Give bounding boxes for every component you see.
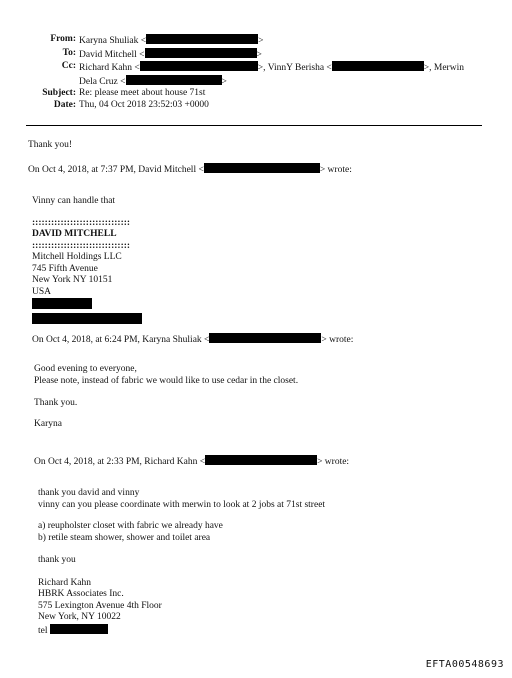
cc-value-4: Dela Cruz <	[79, 76, 126, 87]
redaction-box	[126, 75, 222, 85]
header-divider	[26, 125, 482, 126]
reply-body	[28, 140, 512, 152]
date-label: Date:	[53, 99, 76, 110]
quote-3-prefix: On Oct 4, 2018, at 2:33 PM, Richard Kahn <	[34, 457, 206, 467]
sender-name: Karyna	[34, 418, 62, 429]
to-label: To:	[62, 47, 76, 58]
redaction-box	[140, 61, 258, 71]
from-value: Karyna Shuliak <	[79, 36, 147, 46]
cc-value-3: >, Merwin	[423, 63, 464, 73]
greeting-text: Good evening to everyone,	[34, 364, 137, 374]
cedar-text: Please note, instead of fabric we would like to use cedar in the closet.	[34, 375, 299, 386]
date-value: Thu, 04 Oct 2018 23:52:03 +0000	[79, 99, 209, 110]
cc-label: Cc:	[61, 61, 76, 71]
from-close: >	[258, 36, 264, 46]
quote-header-1	[28, 163, 512, 177]
redaction-box	[332, 61, 424, 71]
rk-company: HBRK Associates Inc.	[38, 589, 124, 599]
quoted-message-1	[32, 196, 512, 327]
vinny-text: Vinny can handle that	[32, 196, 116, 206]
to-value: David Mitchell <	[79, 49, 145, 60]
quote-2-prefix: On Oct 4, 2018, at 6:24 PM, Karyna Shuliak <	[32, 335, 210, 345]
redaction-box	[50, 624, 108, 634]
quote-header-2	[32, 333, 512, 347]
redaction-box	[204, 163, 320, 173]
from-row	[0, 34, 512, 48]
email-header	[0, 34, 512, 111]
quote-2-suffix: > wrote:	[321, 335, 354, 345]
subject-label: Subject:	[42, 88, 76, 98]
thank-you-lc-text: thank you	[38, 555, 76, 565]
cc-row-continued	[0, 75, 512, 89]
rk-tel-row	[38, 624, 512, 638]
signature-country: USA	[32, 286, 52, 297]
redaction-box	[209, 333, 321, 343]
quote-1-prefix: On Oct 4, 2018, at 7:37 PM, David Mitchell <	[28, 165, 204, 175]
signature-address-2: New York NY 10151	[32, 275, 113, 285]
cc-close: >	[221, 76, 227, 87]
cc-value-1: Richard Kahn <	[79, 63, 140, 73]
cc-row	[0, 61, 512, 75]
thank-you-text: Thank you!	[28, 140, 73, 150]
document-id: EFTA00548693	[425, 658, 504, 670]
quote-1-suffix: > wrote:	[319, 165, 352, 175]
to-close: >	[256, 49, 262, 60]
redaction-box	[146, 34, 258, 44]
from-label: From:	[50, 34, 76, 44]
rk-name: Richard Kahn	[38, 577, 92, 588]
signature-name: DAVID MITCHELL	[32, 229, 117, 239]
date-row	[0, 100, 512, 112]
redaction-box	[32, 313, 142, 324]
redaction-box	[145, 48, 257, 58]
job-b-text: b) retile steam shower, shower and toilet area	[38, 532, 211, 543]
rk-address-1: 575 Lexington Avenue 4th Floor	[38, 600, 162, 611]
signature-divider: :::::::::::::::::::::::::::::::	[32, 217, 131, 228]
quote-header-3	[34, 455, 512, 469]
quoted-message-2	[34, 364, 512, 430]
redaction-box	[205, 455, 317, 465]
cc-value-2: >, VinnY Berisha <	[257, 63, 332, 73]
rk-address-2: New York, NY 10022	[38, 612, 121, 622]
coordinate-text: vinny can you please coordinate with merwin to look at 2 jobs at 71st street	[38, 499, 326, 510]
thank-dv-text: thank you david and vinny	[38, 488, 140, 498]
thanks-text: Thank you.	[34, 398, 78, 408]
quote-3-suffix: > wrote:	[317, 457, 350, 467]
signature-address-1: 745 Fifth Avenue	[32, 263, 98, 274]
subject-row	[0, 88, 512, 100]
redaction-box	[32, 298, 92, 309]
quoted-message-3	[38, 488, 512, 637]
signature-company: Mitchell Holdings LLC	[32, 252, 122, 262]
to-row	[0, 48, 512, 62]
job-a-text: a) reupholster closet with fabric we already have	[38, 521, 223, 531]
rk-tel-label: tel	[38, 625, 48, 636]
subject-value: Re: please meet about house 71st	[79, 88, 206, 98]
signature-divider: :::::::::::::::::::::::::::::::	[32, 240, 131, 251]
